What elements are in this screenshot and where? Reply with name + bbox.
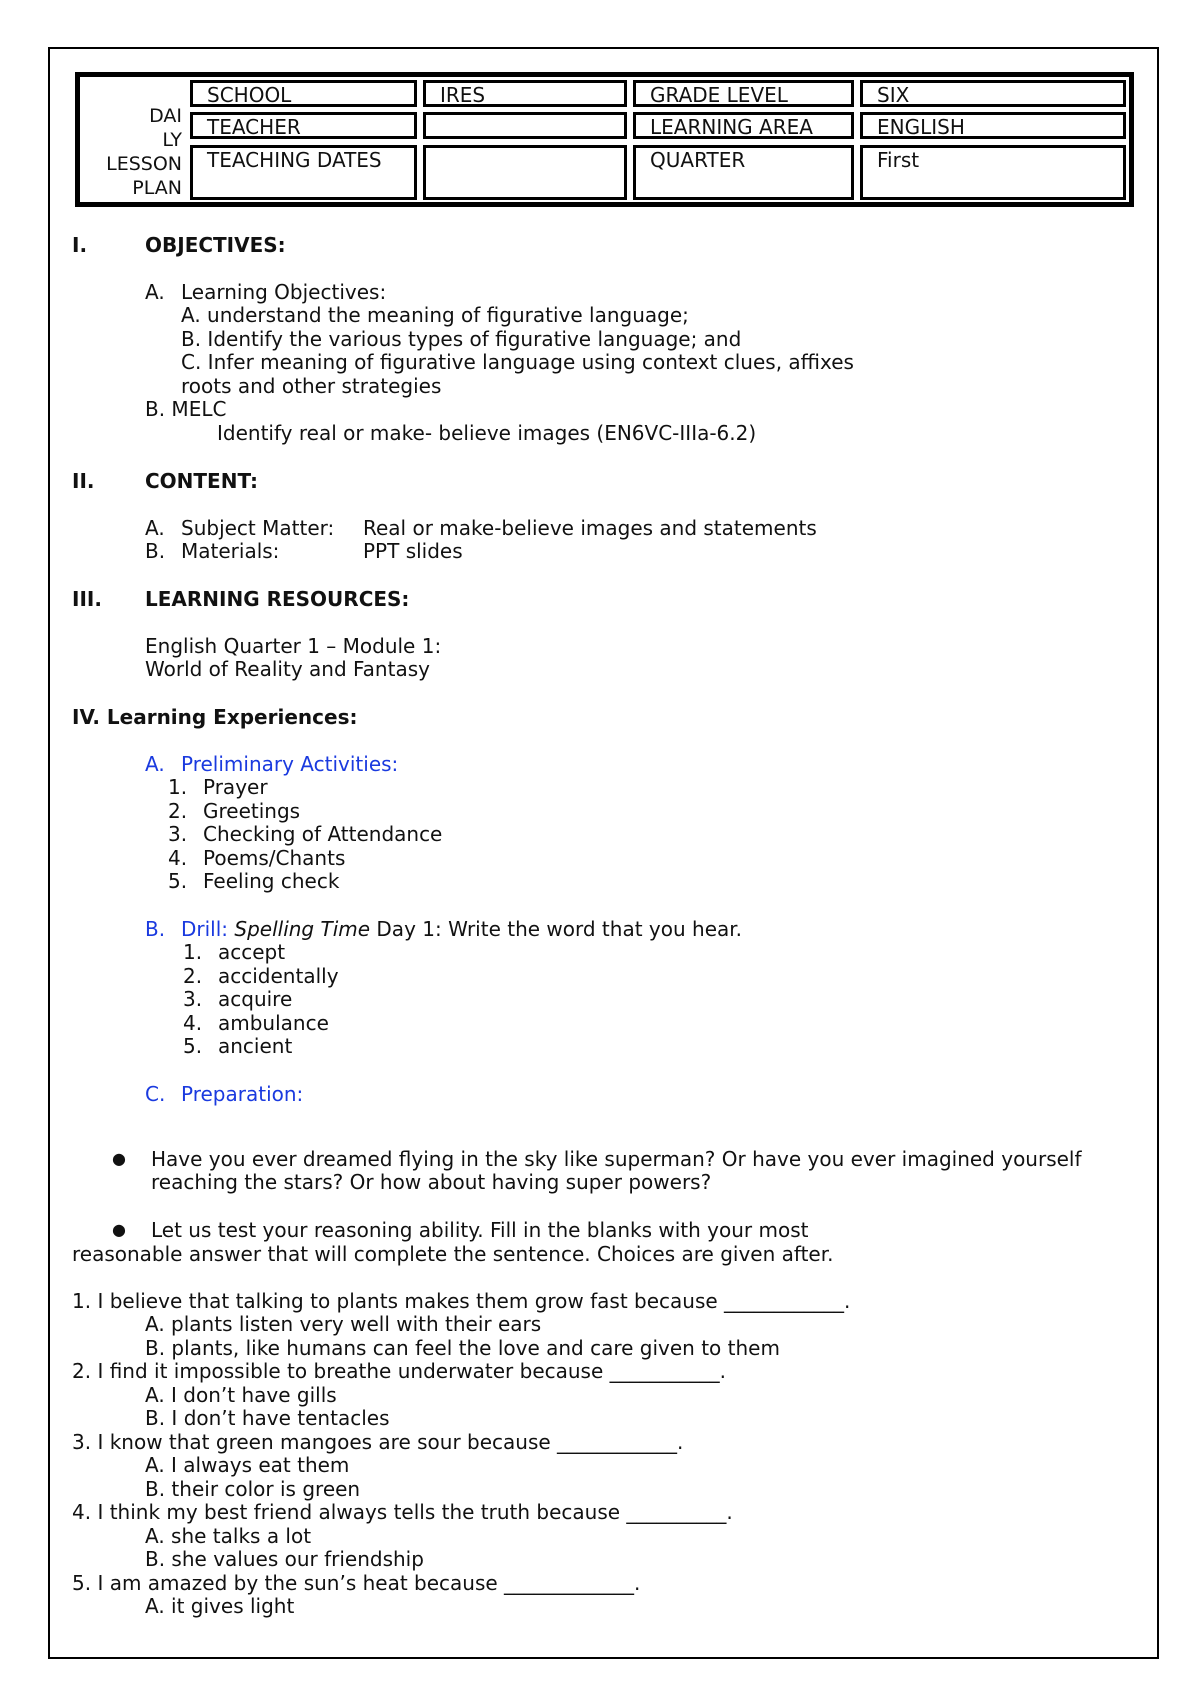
list-number: 4.: [183, 1011, 203, 1035]
list-number: 5.: [183, 1034, 203, 1058]
grade-value: SIX: [860, 80, 1126, 107]
section-number: I.: [72, 233, 88, 257]
spelling-word: accept: [218, 940, 286, 964]
bullet-icon: ●: [112, 1149, 126, 1168]
list-marker: B.: [145, 539, 166, 563]
list-item: Checking of Attendance: [203, 822, 443, 846]
objective-item: C. Infer meaning of figurative language using context clues, affixes: [181, 350, 854, 374]
materials-label: Materials:: [181, 539, 280, 563]
area-label: LEARNING AREA: [633, 112, 854, 139]
teacher-value: [423, 112, 627, 139]
section-number: III.: [72, 587, 102, 611]
list-item: Prayer: [203, 775, 268, 799]
list-marker: A.: [145, 516, 165, 540]
list-number: 2.: [168, 799, 188, 823]
list-marker: A.: [145, 752, 165, 776]
preparation-label: Preparation:: [181, 1082, 304, 1106]
objective-item: B. Identify the various types of figurative language; and: [181, 327, 742, 351]
list-marker: C.: [145, 1082, 166, 1106]
learning-objectives-label: Learning Objectives:: [181, 280, 387, 304]
list-marker: B.: [145, 917, 166, 941]
list-number: 3.: [183, 987, 203, 1011]
subject-matter-value: Real or make-believe images and statements: [363, 516, 817, 540]
area-value: ENGLISH: [860, 112, 1126, 139]
question: 1. I believe that talking to plants makes them grow fast because ____________.: [72, 1289, 851, 1313]
resource-line: World of Reality and Fantasy: [145, 657, 430, 681]
drill-instruction: Day 1: Write the word that you hear.: [376, 917, 742, 941]
school-value: IRES: [423, 80, 627, 107]
objectives-heading: OBJECTIVES:: [145, 233, 286, 257]
list-item: Feeling check: [203, 869, 340, 893]
choice: B. their color is green: [145, 1477, 361, 1501]
dll-title-line: LESSON: [106, 153, 182, 175]
list-item: Poems/Chants: [203, 846, 346, 870]
question: 3. I know that green mangoes are sour because ____________.: [72, 1430, 684, 1454]
dates-label: TEACHING DATES: [190, 145, 417, 200]
choice: A. I don’t have gills: [145, 1383, 337, 1407]
bullet-text: Let us test your reasoning ability. Fill in the blanks with your most: [151, 1218, 809, 1242]
list-number: 1.: [183, 940, 203, 964]
dates-value: [423, 145, 627, 200]
list-number: 2.: [183, 964, 203, 988]
school-label: SCHOOL: [190, 80, 417, 107]
choice: B. plants, like humans can feel the love and care given to them: [145, 1336, 780, 1360]
list-number: 3.: [168, 822, 188, 846]
section-number: II.: [72, 469, 95, 493]
list-number: 5.: [168, 869, 188, 893]
melc-label: B. MELC: [145, 397, 227, 421]
teacher-label: TEACHER: [190, 112, 417, 139]
dll-title-line: PLAN: [132, 177, 182, 199]
objective-item: A. understand the meaning of figurative language;: [181, 303, 689, 327]
list-number: 1.: [168, 775, 188, 799]
drill-label: Drill:: [181, 917, 229, 941]
subject-matter-label: Subject Matter:: [181, 516, 335, 540]
quarter-value: First: [860, 145, 1126, 200]
materials-value: PPT slides: [363, 539, 463, 563]
spelling-word: ambulance: [218, 1011, 329, 1035]
experiences-heading: IV. Learning Experiences:: [72, 705, 358, 729]
dll-title: [80, 104, 182, 200]
resource-line: English Quarter 1 – Module 1:: [145, 634, 442, 658]
spelling-word: acquire: [218, 987, 293, 1011]
bullet-text: reasonable answer that will complete the sentence. Choices are given after.: [72, 1242, 834, 1266]
quarter-label: QUARTER: [633, 145, 854, 200]
grade-label: GRADE LEVEL: [633, 80, 854, 107]
choice: A. it gives light: [145, 1594, 295, 1618]
choice: A. she talks a lot: [145, 1524, 312, 1548]
list-marker: A.: [145, 280, 165, 304]
question: 4. I think my best friend always tells the truth because __________.: [72, 1500, 733, 1524]
content-heading: CONTENT:: [145, 469, 259, 493]
list-item: Greetings: [203, 799, 301, 823]
dll-title-line: LY: [162, 129, 182, 151]
drill-title: Spelling Time: [234, 917, 371, 941]
preliminary-activities-label: Preliminary Activities:: [181, 752, 399, 776]
question: 2. I find it impossible to breathe underwater because ___________.: [72, 1359, 726, 1383]
choice: B. she values our friendship: [145, 1547, 424, 1571]
choice: A. I always eat them: [145, 1453, 350, 1477]
choice: B. I don’t have tentacles: [145, 1406, 390, 1430]
drill-line: [181, 917, 742, 941]
dll-title-line: DAI: [149, 105, 182, 127]
melc-text: Identify real or make- believe images (EN6VC-IIIa-6.2): [217, 421, 757, 445]
bullet-text: Have you ever dreamed flying in the sky like superman? Or have you ever imagined yourself: [151, 1147, 1082, 1171]
spelling-word: accidentally: [218, 964, 339, 988]
spelling-word: ancient: [218, 1034, 293, 1058]
resources-heading: LEARNING RESOURCES:: [145, 587, 410, 611]
question: 5. I am amazed by the sun’s heat because _____________.: [72, 1571, 641, 1595]
list-number: 4.: [168, 846, 188, 870]
objective-item: roots and other strategies: [181, 374, 442, 398]
bullet-icon: ●: [112, 1220, 126, 1239]
bullet-text: reaching the stars? Or how about having super powers?: [151, 1170, 712, 1194]
choice: A. plants listen very well with their ears: [145, 1312, 542, 1336]
